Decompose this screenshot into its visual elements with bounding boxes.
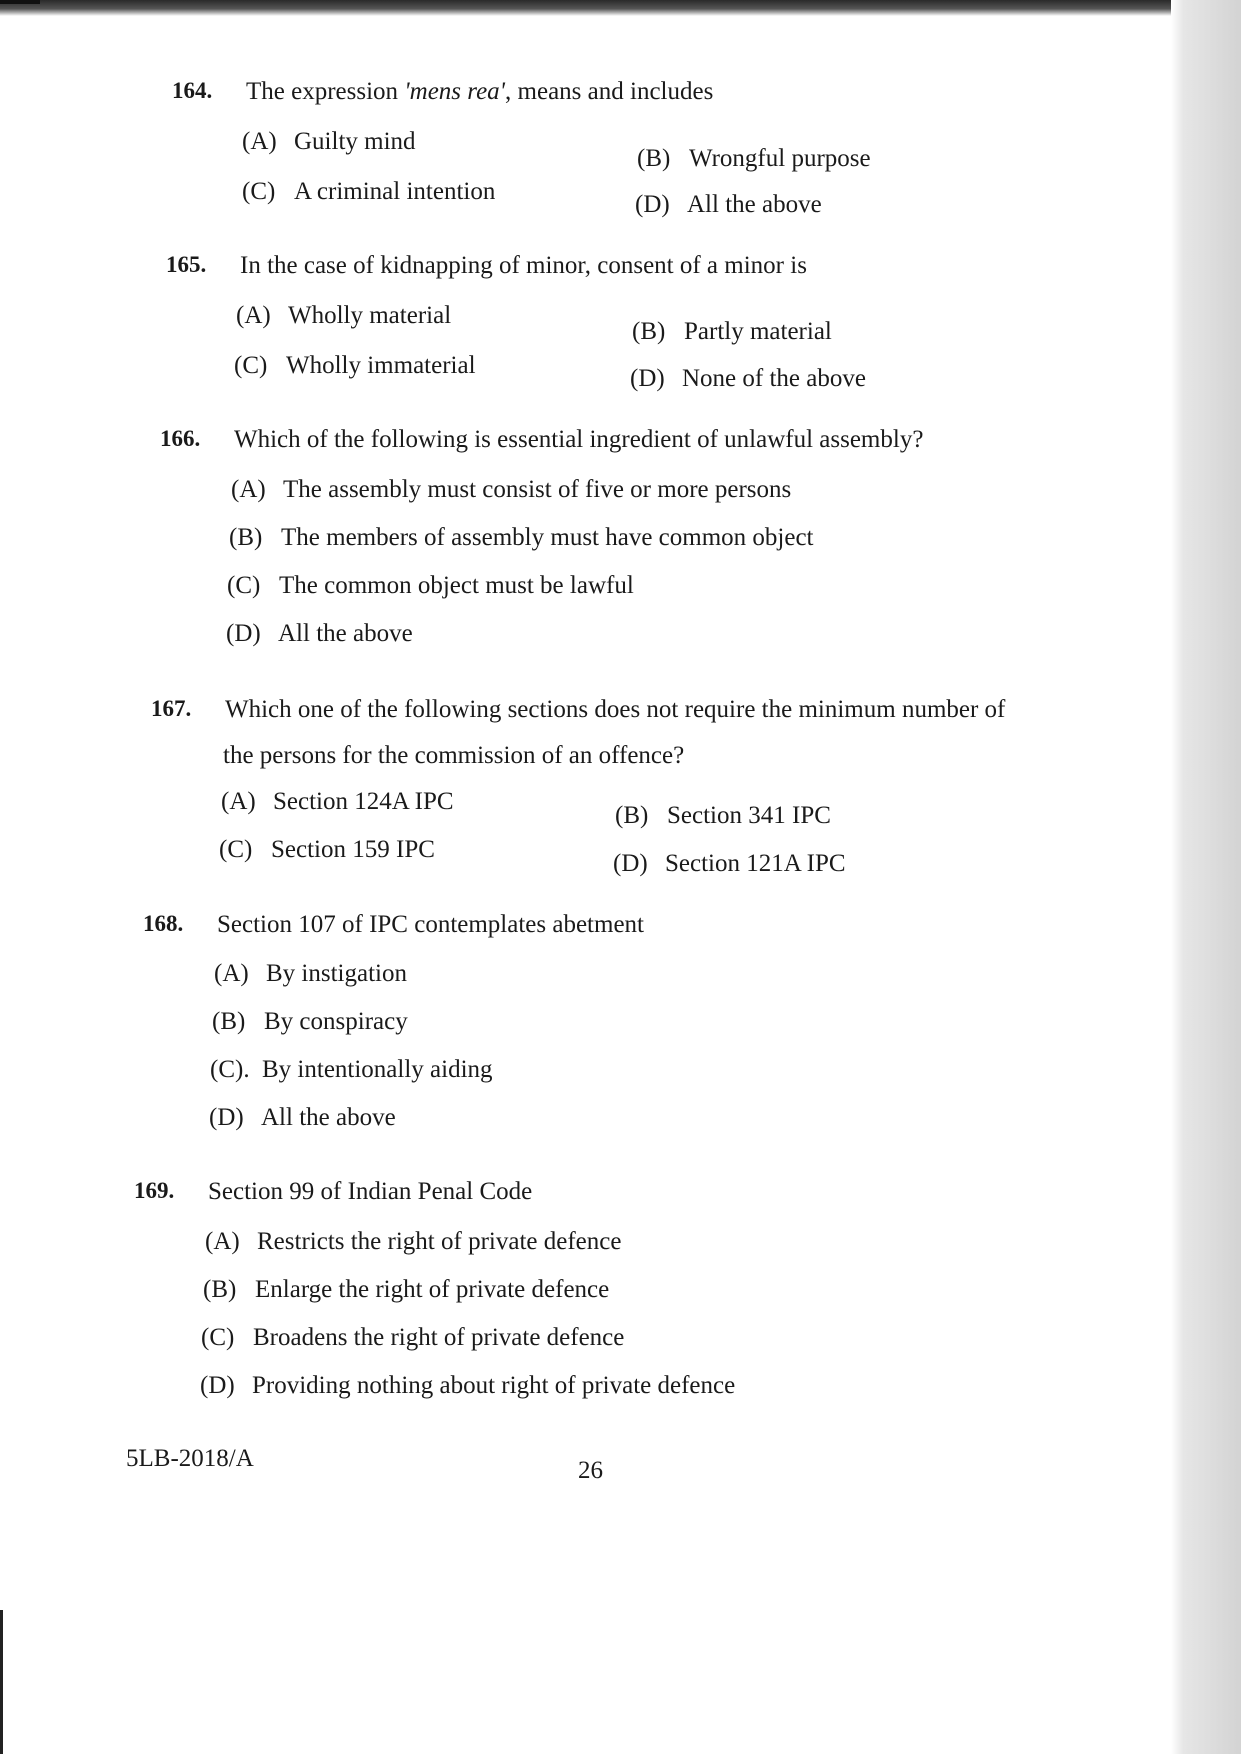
option-letter: (D) — [209, 1104, 244, 1131]
option-letter: (C) — [234, 352, 268, 379]
question-text-emphasis: 'mens rea' — [404, 78, 506, 105]
option-letter: (D) — [226, 620, 261, 647]
option-letter: (C) — [201, 1324, 235, 1351]
option-text: By intentionally aiding — [262, 1056, 493, 1083]
question-text-start: The expression — [246, 78, 405, 105]
option-letter: (D) — [613, 850, 648, 877]
option-d[interactable] — [200, 1372, 735, 1400]
option-c[interactable] — [242, 178, 495, 206]
question-text — [246, 74, 713, 110]
question-number: 167. — [151, 696, 192, 721]
option-c[interactable] — [227, 572, 634, 600]
question-text: In the case of kidnapping of minor, consent of a minor is — [240, 252, 807, 279]
scan-top-edge — [0, 0, 1241, 16]
option-letter: (A) — [221, 788, 256, 815]
option-d[interactable] — [226, 620, 413, 648]
option-letter: (B) — [632, 318, 666, 345]
option-text: Enlarge the right of private defence — [255, 1276, 610, 1303]
option-b[interactable] — [632, 318, 832, 346]
option-text: All the above — [278, 620, 413, 647]
question-text-end: , means and includes — [505, 78, 714, 105]
option-letter: (B) — [615, 802, 649, 829]
option-b[interactable] — [615, 802, 831, 830]
option-letter: (D) — [630, 365, 665, 392]
option-text: By conspiracy — [264, 1008, 408, 1035]
option-a[interactable] — [214, 960, 407, 988]
option-letter: (D) — [635, 191, 670, 218]
option-a[interactable] — [236, 302, 451, 330]
option-letter: (A) — [214, 960, 249, 987]
question-number: 168. — [143, 911, 184, 936]
option-letter: (A) — [242, 128, 277, 155]
option-text: Partly material — [684, 318, 832, 345]
option-text: Guilty mind — [294, 128, 416, 155]
option-a[interactable] — [242, 128, 416, 156]
option-d[interactable] — [630, 365, 866, 393]
question-text: Section 99 of Indian Penal Code — [208, 1178, 533, 1205]
option-letter: (C) — [219, 836, 253, 863]
option-text: Wholly immaterial — [286, 352, 476, 379]
option-d[interactable] — [635, 191, 822, 219]
option-a[interactable] — [221, 788, 454, 816]
scan-right-edge — [1171, 0, 1241, 1754]
option-a[interactable] — [231, 476, 791, 504]
option-text: All the above — [687, 191, 822, 218]
option-b[interactable] — [229, 524, 814, 552]
option-letter: (D) — [200, 1372, 235, 1399]
option-letter: (B) — [637, 145, 671, 172]
option-text: Section 341 IPC — [667, 802, 831, 829]
scan-top-mark — [0, 0, 40, 4]
option-c[interactable] — [219, 836, 435, 864]
option-text: Wholly material — [288, 302, 452, 329]
question-number: 164. — [172, 78, 213, 103]
question-text-line-1: Which one of the following sections does not require the minimum number of — [225, 696, 1006, 723]
option-b[interactable] — [637, 145, 871, 173]
option-c[interactable] — [234, 352, 476, 380]
option-text: Section 124A IPC — [273, 788, 454, 815]
option-b[interactable] — [203, 1276, 609, 1304]
question-text: Which of the following is essential ingredient of unlawful assembly? — [234, 426, 924, 453]
option-letter: (A) — [236, 302, 271, 329]
option-c[interactable] — [201, 1324, 624, 1352]
option-text: Restricts the right of private defence — [257, 1228, 622, 1255]
option-text: Section 121A IPC — [665, 850, 846, 877]
option-letter: (C) — [227, 572, 261, 599]
option-text: All the above — [261, 1104, 396, 1131]
question-number: 165. — [166, 252, 207, 277]
option-text: A criminal intention — [294, 178, 496, 205]
option-letter: (C) — [242, 178, 276, 205]
option-letter: (C). — [210, 1056, 250, 1083]
page-number: 26 — [578, 1457, 603, 1484]
option-c[interactable] — [210, 1056, 493, 1084]
option-letter: (B) — [229, 524, 263, 551]
option-text: The members of assembly must have common object — [281, 524, 814, 551]
question-text-line-2: the persons for the commission of an offence? — [223, 742, 685, 769]
option-b[interactable] — [212, 1008, 408, 1036]
option-text: Providing nothing about right of private defence — [252, 1372, 736, 1399]
question-number: 169. — [134, 1178, 175, 1203]
option-text: The common object must be lawful — [279, 572, 634, 599]
option-text: By instigation — [266, 960, 407, 987]
paper-code: 5LB-2018/A — [126, 1445, 254, 1472]
option-letter: (A) — [205, 1228, 240, 1255]
option-text: Section 159 IPC — [271, 836, 435, 863]
option-letter: (A) — [231, 476, 266, 503]
option-text: Broadens the right of private defence — [253, 1324, 625, 1351]
option-a[interactable] — [205, 1228, 621, 1256]
scan-left-mark — [0, 1610, 3, 1754]
option-text: None of the above — [682, 365, 866, 392]
option-text: Wrongful purpose — [689, 145, 871, 172]
question-text: Section 107 of IPC contemplates abetment — [217, 911, 644, 938]
option-text: The assembly must consist of five or more persons — [283, 476, 792, 503]
option-letter: (B) — [212, 1008, 246, 1035]
option-d[interactable] — [613, 850, 846, 878]
option-d[interactable] — [209, 1104, 396, 1132]
question-number: 166. — [160, 426, 201, 451]
option-letter: (B) — [203, 1276, 237, 1303]
